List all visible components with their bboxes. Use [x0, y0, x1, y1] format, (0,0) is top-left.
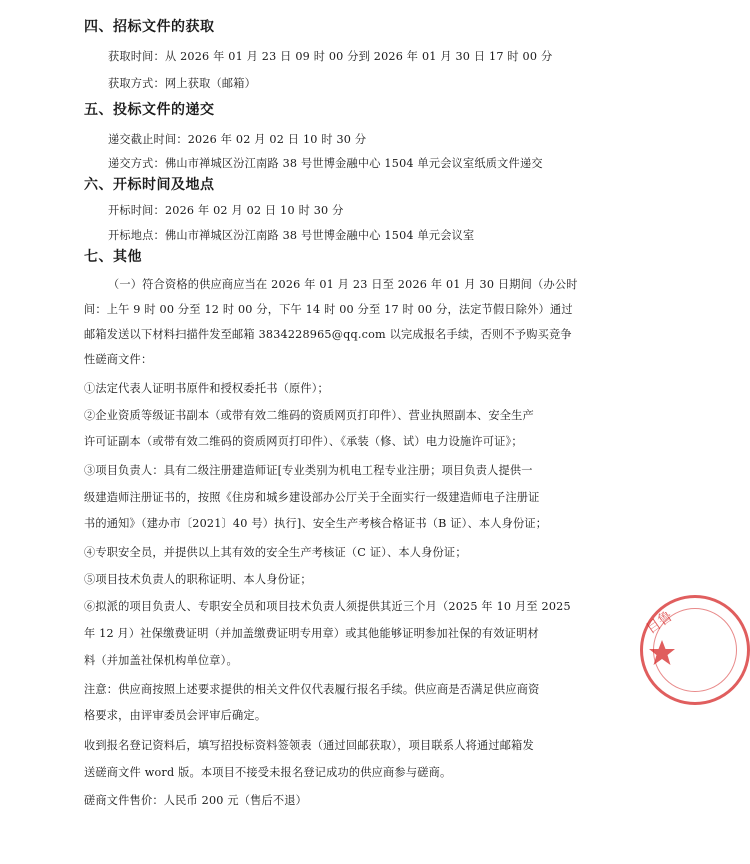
seal-star-icon: [647, 638, 677, 668]
item6-line: 料（并加盖社保机构单位章）。: [84, 654, 238, 667]
item2-line: 许可证副本（或带有效二维码的资质网页打印件）、《承装（修、试）电力设施许可证》；: [84, 435, 523, 448]
note-line: 注意：供应商按照上述要求提供的相关文件仅代表履行报名手续。供应商是否满足供应商资: [84, 683, 540, 696]
para1-line: 性磋商文件：: [84, 353, 153, 366]
section4-heading: 四、招标文件的获取: [84, 19, 215, 35]
item3-line: 书的通知》（建办市〔2021〕40 号）执行]、安全生产考核合格证书（B 证）、本人身份证；: [84, 517, 548, 530]
section5-method: 递交方式：佛山市禅城区汾江南路 38 号世博金融中心 1504 单元会议室纸质文件递交: [108, 157, 543, 170]
item2-line: ②企业资质等级证书副本（或带有效二维码的资质网页打印件）、营业执照副本、安全生产: [84, 409, 534, 422]
seal-text: 目鲁: [643, 608, 676, 638]
section5-heading: 五、投标文件的递交: [84, 102, 215, 118]
item1-legal-rep: ①法定代表人证明书原件和授权委托书（原件）；: [84, 382, 329, 395]
section7-heading: 七、其他: [84, 249, 142, 265]
section4-get-method: 获取方式：网上获取（邮箱）: [108, 77, 257, 90]
para1-line: 邮箱发送以下材料扫描件发至邮箱 3834228965@qq.com 以完成报名手续，否则不予购买竞争: [84, 328, 572, 341]
note-line: 格要求，由评审委员会评审后确定。: [84, 709, 267, 722]
item6-line: 年 12 月）社保缴费证明（并加盖缴费证明专用章）或其他能够证明参加社保的有效证明材: [84, 627, 539, 640]
section6-open-place: 开标地点：佛山市禅城区汾江南路 38 号世博金融中心 1504 单元会议室: [108, 229, 475, 242]
company-seal: [640, 595, 750, 705]
section6-open-time: 开标时间：2026 年 02 月 02 日 10 时 30 分: [108, 204, 344, 217]
para2-line: 收到报名登记资料后，填写招投标资料签领表（通过回邮获取），项目联系人将通过邮箱发: [84, 739, 534, 752]
para1-line: 间：上午 9 时 00 分至 12 时 00 分，下午 14 时 00 分至 17 时 00 分，法定节假日除外）通过: [84, 303, 573, 316]
section4-get-time: 获取时间：从 2026 年 01 月 23 日 09 时 00 分到 2026 年 01 月 30 日 17 时 00 分: [108, 50, 553, 63]
item3-line: ③项目负责人：具有二级注册建造师证[专业类别为机电工程专业注册；项目负责人提供一: [84, 464, 533, 477]
section6-heading: 六、开标时间及地点: [84, 177, 215, 193]
price-line: 磋商文件售价：人民币 200 元（售后不退）: [84, 794, 308, 807]
item4-safety-officer: ④专职安全员，并提供以上其有效的安全生产考核证（C 证）、本人身份证；: [84, 546, 467, 559]
section5-deadline: 递交截止时间：2026 年 02 月 02 日 10 时 30 分: [108, 133, 367, 146]
item5-tech-lead: ⑤项目技术负责人的职称证明、本人身份证；: [84, 573, 312, 586]
item3-line: 级建造师注册证书的，按照《住房和城乡建设部办公厅关于全面实行一级建造师电子注册证: [84, 491, 540, 504]
para1-line: （一）符合资格的供应商应当在 2026 年 01 月 23 日至 2026 年 01 月 30 日期间（办公时: [108, 278, 578, 291]
para2-line: 送磋商文件 word 版。本项目不接受未报名登记成功的供应商参与磋商。: [84, 766, 452, 779]
item6-line: ⑥拟派的项目负责人、专职安全员和项目技术负责人须提供其近三个月（2025 年 10 月至 2025: [84, 600, 571, 613]
